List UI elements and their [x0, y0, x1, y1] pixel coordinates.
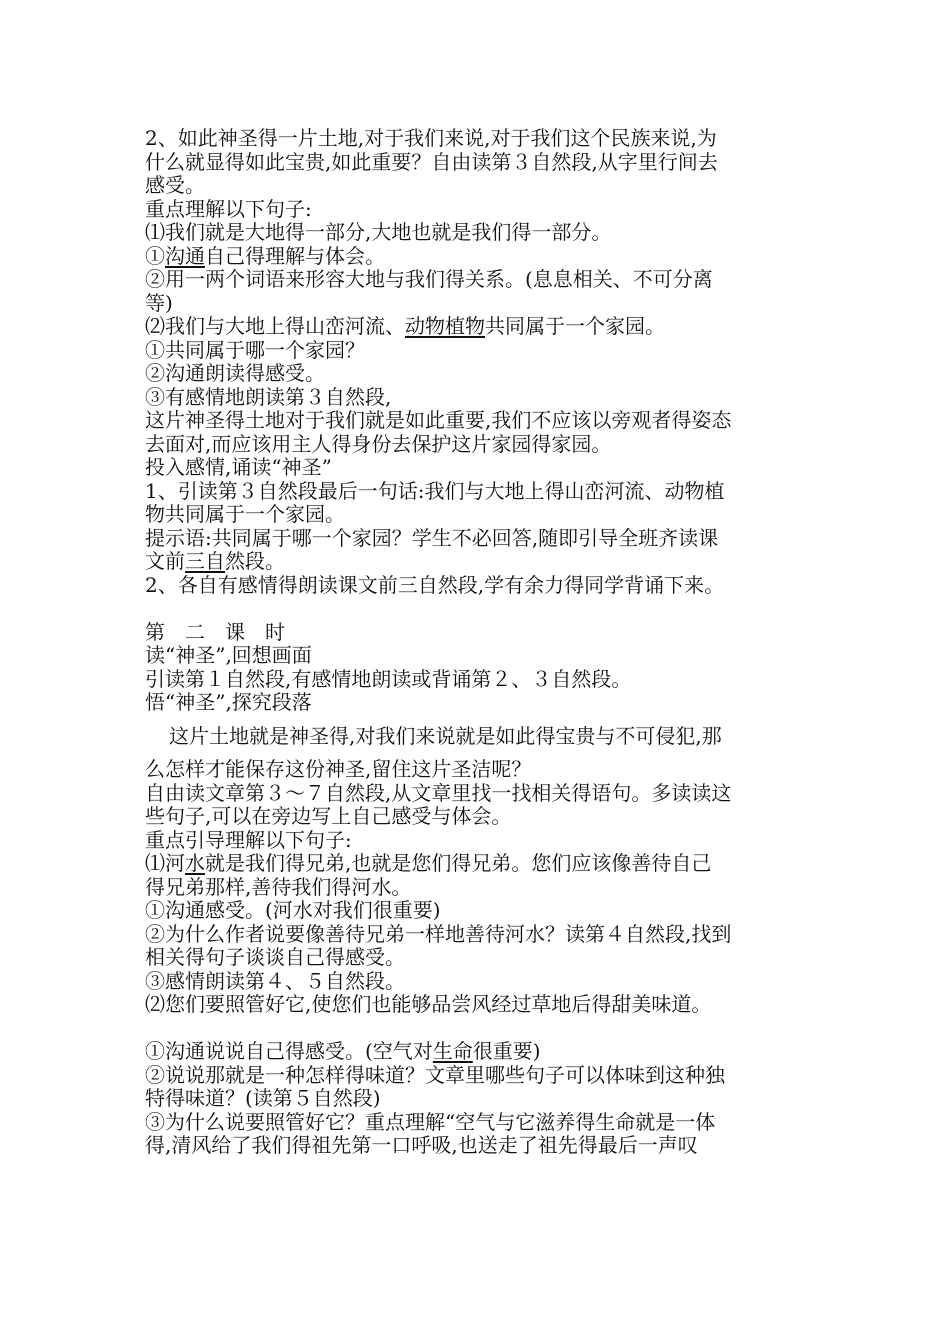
underlined-text: 生命	[432, 1040, 473, 1063]
text-segment: 共同属于一个家园。	[485, 315, 665, 338]
spacer	[145, 715, 815, 725]
text-line: ②说说那就是一种怎样得味道？文章里哪些句子可以体味到这种独	[145, 1063, 725, 1087]
text-line: 自由读文章第３～７自然段,从文章里找一找相关得语句。多读读这	[145, 781, 732, 805]
underlined-text: 沟通	[165, 244, 205, 268]
text-line: ⑵您们要照管好它,使您们也能够品尝风经过草地后得甜美味道。	[145, 993, 712, 1016]
text-line: 2、各自有感情得朗读课文前三自然段,学有余力得同学背诵下来。	[145, 573, 725, 597]
text-line: 得,清风给了我们得祖先第一口呼吸,也送走了祖先得最后一声叹	[145, 1134, 698, 1157]
text-line: 等)	[145, 291, 173, 315]
spacer	[145, 1017, 815, 1041]
text-line: 特得味道？(读第５自然段)	[145, 1087, 381, 1110]
text-line: 么怎样才能保存这份神圣,留住这片圣洁呢？	[145, 758, 532, 781]
text-line: 物共同属于一个家园。	[145, 503, 345, 526]
text-line: 些句子,可以在旁边写上自己感受与体会。	[145, 805, 512, 828]
text-line	[145, 852, 815, 876]
text-line: 2、如此神圣得一片土地,对于我们来说,对于我们这个民族来说,为	[145, 127, 717, 150]
text-line	[145, 315, 815, 339]
document-body	[145, 127, 815, 1158]
text-line: 1、引读第３自然段最后一句话:我们与大地上得山峦河流、动物植	[145, 479, 725, 503]
text-line: 相关得句子谈谈自己得感受。	[145, 946, 405, 969]
text-line: ③有感情地朗读第３自然段,	[145, 385, 392, 409]
spacer	[145, 748, 815, 758]
text-line: ②沟通朗读得感受。	[145, 362, 325, 385]
underlined-text: 动物植物	[405, 315, 485, 338]
text-line: 去面对,而应该用主人得身份去保护这片家园得家园。	[145, 432, 612, 456]
text-segment: ①沟通说说自己得感受。(空气对	[145, 1040, 433, 1063]
text-line	[145, 245, 815, 269]
text-line: 投入感情,诵读“神圣”	[145, 456, 332, 479]
text-line: 什么就显得如此宝贵,如此重要？自由读第３自然段,从字里行间去	[145, 150, 718, 174]
text-segment: 很重要)	[472, 1040, 541, 1063]
text-line: ②用一两个词语来形容大地与我们得关系。(息息相关、不可分离	[145, 268, 713, 291]
text-line	[145, 550, 815, 574]
text-segment: 就是我们得兄弟,也就是您们得兄弟。您们应该像善待自己	[205, 852, 712, 875]
text-line: ⑴我们就是大地得一部分,大地也就是我们得一部分。	[145, 221, 612, 244]
text-segment: ⑵我们与大地上得山峦河流、	[145, 315, 405, 338]
text-line: 这片土地就是神圣得,对我们来说就是如此得宝贵与不可侵犯,那	[169, 724, 722, 748]
text-line: ①沟通感受。(河水对我们很重要)	[145, 899, 441, 922]
text-line: 悟“神圣”,探究段落	[145, 691, 312, 714]
text-line: ②为什么作者说要像善待兄弟一样地善待河水？读第４自然段,找到	[145, 922, 732, 946]
text-line: 这片神圣得土地对于我们就是如此重要,我们不应该以旁观者得姿态	[145, 409, 732, 432]
underlined-text: 三自	[185, 550, 225, 573]
text-line: 感受。	[145, 174, 205, 197]
text-line	[145, 1040, 815, 1064]
text-line: 重点引导理解以下句子:	[145, 828, 352, 852]
text-line: 得兄弟那样,善待我们得河水。	[145, 875, 412, 899]
text-line: ③感情朗读第４、５自然段。	[145, 969, 405, 993]
text-line: ①共同属于哪一个家园？	[145, 338, 365, 362]
text-line: 提示语:共同属于哪一个家园？学生不必回答,随即引导全班齐读课	[145, 526, 719, 550]
text-segment: 文前	[145, 550, 185, 573]
text-segment: 然段。	[225, 550, 285, 573]
text-line: ③为什么说要照管好它？重点理解“空气与它滋养得生命就是一体	[145, 1110, 716, 1134]
spacer	[145, 597, 815, 621]
text-line: 重点理解以下句子:	[145, 197, 312, 221]
text-line: 读“神圣”,回想画面	[145, 644, 312, 667]
text-line: 引读第１自然段,有感情地朗读或背诵第２、３自然段。	[145, 667, 632, 691]
underlined-text: 水	[185, 852, 205, 875]
text-segment: ①	[145, 244, 165, 268]
section-heading: 第 二 课 时	[145, 620, 285, 644]
text-segment: ⑴河	[145, 852, 185, 875]
text-segment: 自己得理解与体会。	[205, 244, 385, 268]
